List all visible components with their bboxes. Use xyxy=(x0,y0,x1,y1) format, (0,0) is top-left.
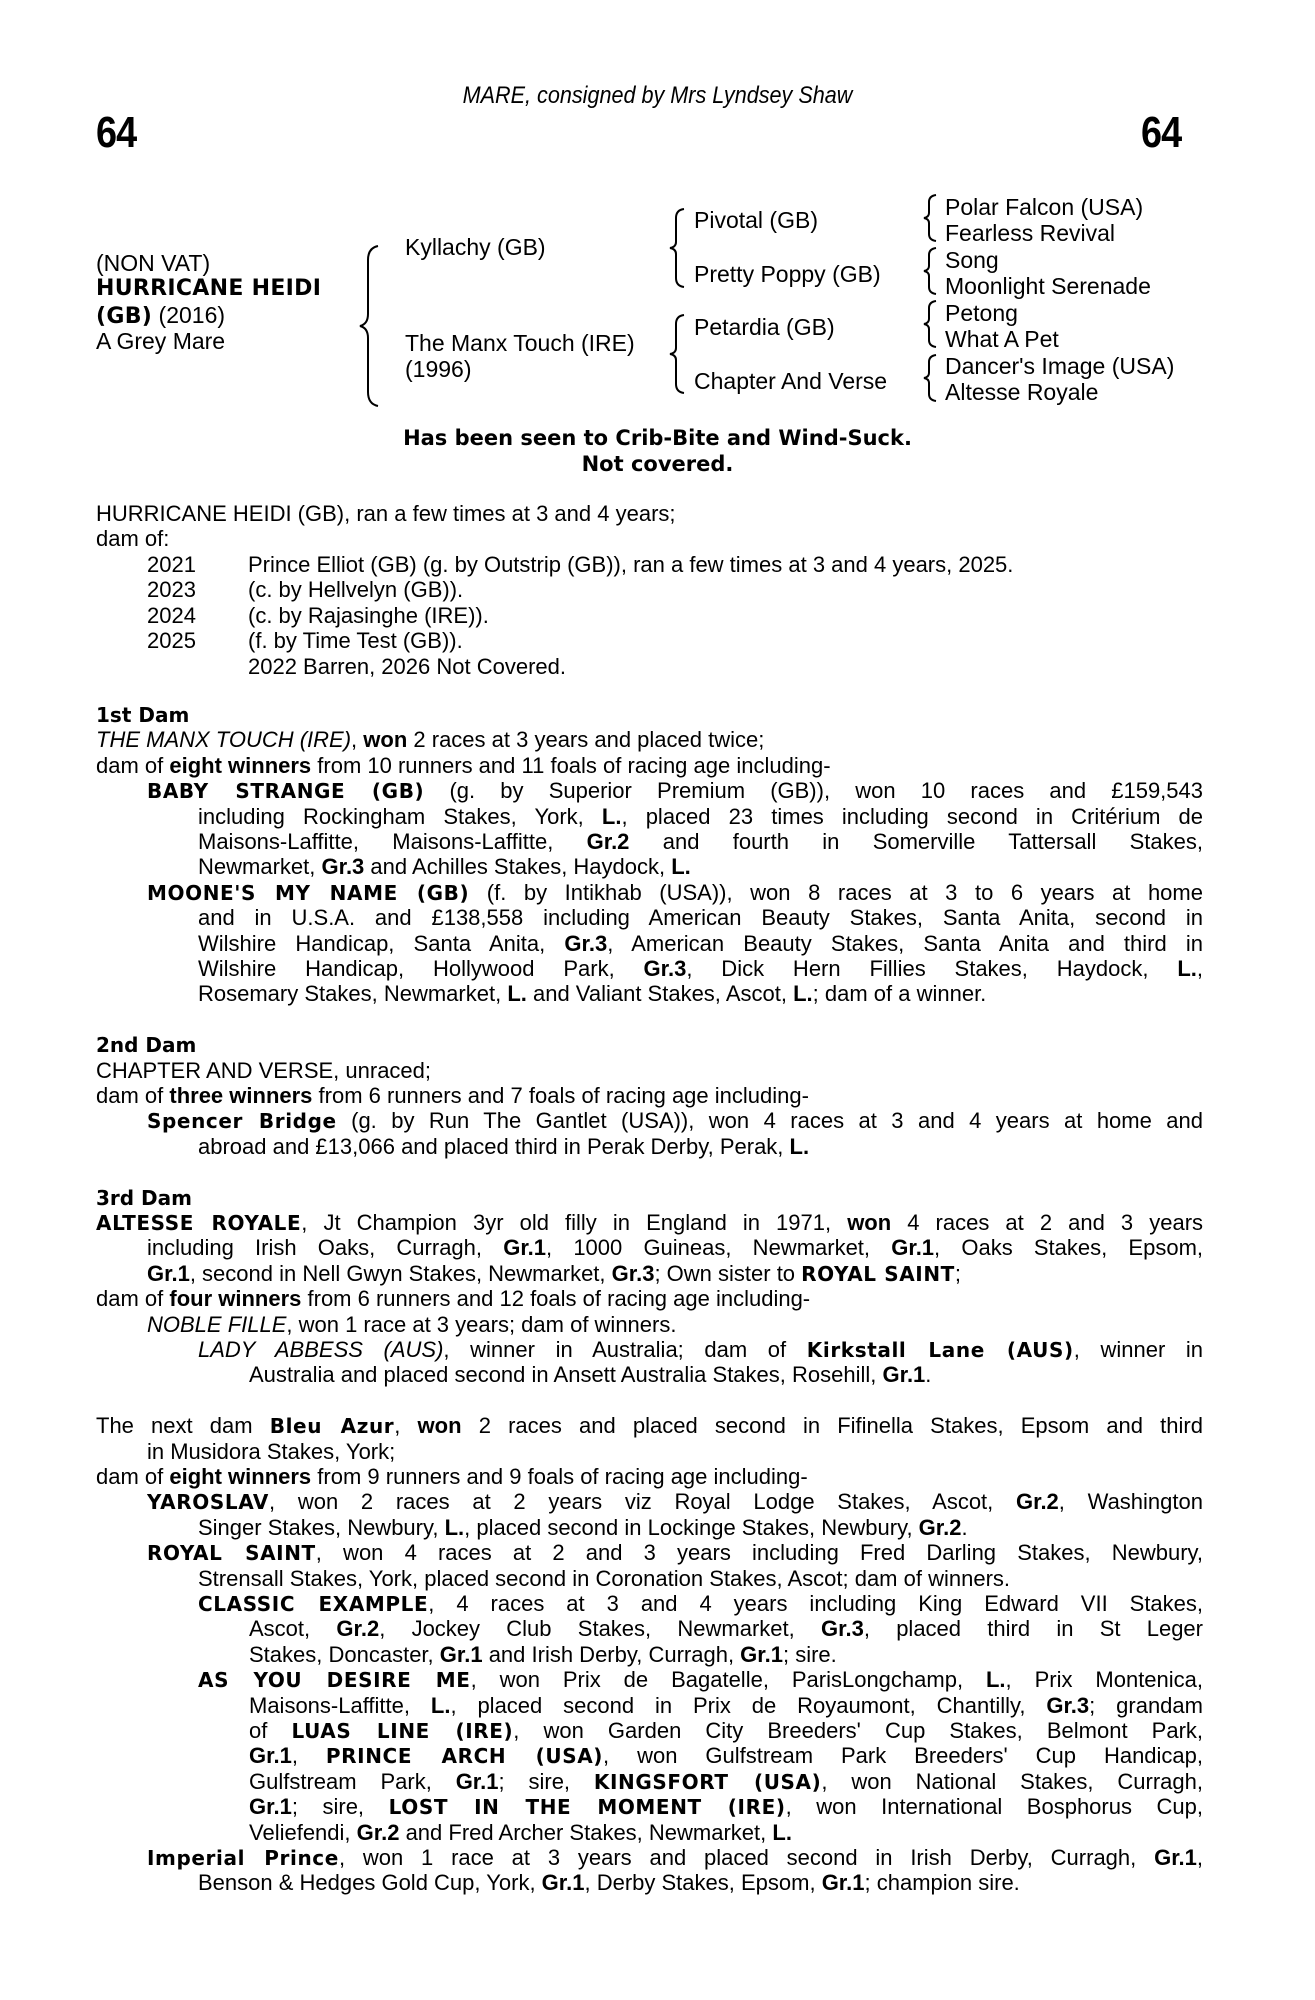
family-line xyxy=(198,854,691,879)
emphasis: Gr.1 xyxy=(249,1743,292,1769)
produce-entry: (c. by Rajasinghe (IRE)). xyxy=(248,603,489,628)
emphasis: Gr.3 xyxy=(821,1616,864,1642)
text: , Derby Stakes, Epsom, xyxy=(584,1870,822,1896)
text: , second in Nell Gwyn Stakes, Newmarket, xyxy=(189,1260,612,1286)
text: , won International Bosphorus Cup, xyxy=(785,1794,1203,1820)
unraced-name: LADY ABBESS (AUS) xyxy=(198,1337,444,1362)
text: Newmarket, xyxy=(198,854,322,880)
family-line xyxy=(198,1667,1203,1692)
unraced-name: NOBLE FILLE xyxy=(147,1311,287,1337)
horse-name: Bleu Azur xyxy=(269,1414,395,1439)
emphasis: Gr.3 xyxy=(564,930,608,956)
ancestor-fearless-revival: Fearless Revival xyxy=(945,220,1115,246)
text: 2 races at 3 years and placed twice; xyxy=(407,727,765,753)
family-line xyxy=(147,1845,1203,1870)
text: , Dick Hern Fillies Stakes, Haydock, xyxy=(686,956,1178,981)
text: ; sire, xyxy=(291,1794,389,1820)
emphasis: Gr.3 xyxy=(643,956,687,981)
sire-dam: Pretty Poppy (GB) xyxy=(694,261,881,287)
emphasis: L. xyxy=(430,1692,451,1718)
family-line xyxy=(249,1616,1203,1641)
text: Strensall Stakes, York, placed second in Coronation Stakes, Ascot; dam of winners. xyxy=(198,1565,1011,1591)
horse-name: ROYAL SAINT xyxy=(147,1541,316,1566)
emphasis: Gr.1 xyxy=(147,1260,190,1286)
text: , won Garden City Breeders' Cup Stakes, Belmont Park, xyxy=(513,1718,1203,1743)
dam: The Manx Touch (IRE) xyxy=(405,330,635,356)
text: , Oaks Stakes, Epsom, xyxy=(934,1235,1203,1261)
text: , placed third in St Leger xyxy=(863,1616,1203,1642)
text: Benson & Hedges Gold Cup, York, xyxy=(198,1870,542,1896)
family-line xyxy=(249,1362,931,1387)
emphasis: L. xyxy=(671,854,691,880)
text: , won 4 races at 2 and 3 years including Fred Darling Stakes, Newbury, xyxy=(315,1540,1203,1566)
text: , won 1 race at 3 years; dam of winners. xyxy=(286,1311,677,1337)
text: , won 2 races at 2 years viz Royal Lodge Stakes, Ascot, xyxy=(269,1489,1016,1515)
brace-pretty-poppy xyxy=(920,245,942,297)
text: dam of xyxy=(96,752,170,778)
produce-entry: (f. by Time Test (GB)). xyxy=(248,628,463,653)
produce-year: 2021 xyxy=(147,552,196,577)
family-line xyxy=(96,1083,809,1108)
produce-intro: HURRICANE HEIDI (GB), ran a few times at 3 and 4 years; xyxy=(96,501,676,526)
horse-name: HURRICANE HEIDI xyxy=(96,276,322,301)
emphasis: L. xyxy=(601,803,622,829)
family-line xyxy=(96,753,831,778)
emphasis: Gr.3 xyxy=(611,1260,655,1286)
family-line xyxy=(198,1337,1203,1362)
dam-dam: Chapter And Verse xyxy=(694,368,888,394)
text: from 6 runners and 7 foals of racing age including- xyxy=(312,1083,809,1108)
horse-name: YAROSLAV xyxy=(147,1490,269,1515)
covering-status: Not covered. xyxy=(581,452,734,476)
ancestor-altesse-royale: Altesse Royale xyxy=(945,379,1099,405)
text: , won Prix de Bagatelle, ParisLongchamp, xyxy=(470,1667,986,1693)
produce-year: 2023 xyxy=(147,577,196,602)
family-line xyxy=(147,1489,1203,1514)
family-line xyxy=(198,1566,1010,1591)
text: , Washington xyxy=(1058,1489,1203,1515)
text: , won 1 race at 3 years and placed second in Irish Derby, Curragh, xyxy=(338,1845,1155,1870)
text: , winner in Australia; dam of xyxy=(443,1337,807,1362)
emphasis: Gr.3 xyxy=(321,854,365,880)
family-line xyxy=(147,1108,1203,1133)
emphasis: eight winners xyxy=(169,752,312,778)
emphasis: Gr.2 xyxy=(1015,1489,1059,1515)
emphasis: won xyxy=(417,1413,462,1439)
emphasis: Gr.1 xyxy=(891,1235,935,1261)
text: , xyxy=(1196,956,1203,981)
ancestor-petong: Petong xyxy=(945,300,1018,326)
family-line xyxy=(249,1642,837,1667)
sire-brace xyxy=(666,206,690,290)
vice-warning: Has been seen to Crib-Bite and Wind-Suck. xyxy=(403,426,912,450)
family-line xyxy=(147,1235,1203,1260)
consignment-header: MARE, consigned by Mrs Lyndsey Shaw xyxy=(462,82,853,109)
produce-entry: Prince Elliot (GB) (g. by Outstrip (GB)), ran a few times at 3 and 4 years, 2025. xyxy=(248,552,1014,577)
text: from 10 runners and 11 foals of racing age including- xyxy=(311,752,831,778)
text: , 4 races at 3 and 4 years including King Edward VII Stakes, xyxy=(428,1591,1203,1616)
emphasis: L. xyxy=(985,1667,1006,1693)
emphasis: L. xyxy=(507,981,527,1007)
text: (g. by Superior Premium (GB)), won 10 races and £159,543 xyxy=(424,778,1203,804)
text: ; champion sire. xyxy=(864,1870,1020,1896)
horse-description: A Grey Mare xyxy=(96,328,226,354)
sire: Kyllachy (GB) xyxy=(405,234,546,260)
family-line xyxy=(147,1261,961,1287)
produce-year: 2024 xyxy=(147,603,196,628)
family-line xyxy=(249,1718,1203,1743)
text: ; sire. xyxy=(782,1641,837,1667)
emphasis: Gr.1 xyxy=(821,1870,865,1896)
emphasis: Gr.3 xyxy=(1046,1692,1090,1718)
family-line xyxy=(96,1464,808,1489)
emphasis: L. xyxy=(772,1819,792,1845)
horse-year: (2016) xyxy=(152,302,226,328)
text: ; grandam xyxy=(1089,1692,1203,1718)
emphasis: three winners xyxy=(169,1083,313,1108)
text: , winner in xyxy=(1073,1337,1203,1362)
produce-entry: (c. by Hellvelyn (GB)). xyxy=(248,577,464,602)
family-line xyxy=(198,905,1203,930)
text: , won Gulfstream Park Breeders' Cup Handicap, xyxy=(603,1743,1203,1769)
text: , xyxy=(291,1743,326,1769)
emphasis: eight winners xyxy=(169,1464,312,1489)
ancestor-dancers-image: Dancer's Image (USA) xyxy=(945,353,1175,379)
horse-name: Spencer Bridge xyxy=(147,1109,337,1134)
text: , won National Stakes, Curragh, xyxy=(821,1768,1203,1794)
brace-pivotal xyxy=(920,192,942,244)
text: , Jockey Club Stakes, Newmarket, xyxy=(379,1616,822,1642)
brace-chapter-and-verse xyxy=(920,352,942,404)
text: Maisons-Laffitte, xyxy=(249,1692,431,1718)
text: Veliefendi, xyxy=(249,1819,357,1845)
text: and Fred Archer Stakes, Newmarket, xyxy=(399,1819,773,1845)
text: , 1000 Guineas, Newmarket, xyxy=(546,1235,892,1261)
text: , xyxy=(351,727,358,753)
ancestor-song: Song xyxy=(945,247,999,273)
emphasis: Gr.1 xyxy=(455,1768,499,1794)
text: , xyxy=(1196,1845,1203,1870)
emphasis: Gr.1 xyxy=(1154,1845,1197,1870)
emphasis: Gr.2 xyxy=(586,829,630,854)
produce-dam-of: dam of: xyxy=(96,526,170,551)
text: (g. by Run The Gantlet (USA)), won 4 races at 3 and 4 years at home and xyxy=(336,1108,1203,1134)
text: . xyxy=(961,1514,968,1540)
text: The next dam xyxy=(96,1413,270,1439)
text: from 9 runners and 9 foals of racing age including- xyxy=(311,1464,808,1489)
text: 2 races and placed second in Fifinella Stakes, Epsom and third xyxy=(461,1413,1203,1439)
emphasis: won xyxy=(847,1210,892,1235)
family-line xyxy=(249,1693,1203,1718)
text: and fourth in Somerville Tattersall Stakes, xyxy=(629,829,1203,854)
family-line xyxy=(198,829,1203,854)
lot-number-left: 64 xyxy=(96,108,137,157)
text: , American Beauty Stakes, Santa Anita and third in xyxy=(607,930,1203,956)
text: (f. by Intikhab (USA)), won 8 races at 3 to 6 years at home xyxy=(469,879,1203,905)
text: and Achilles Stakes, Haydock, xyxy=(364,854,672,880)
emphasis: Gr.2 xyxy=(356,1819,400,1845)
emphasis: Gr.1 xyxy=(740,1641,783,1667)
family-line xyxy=(96,1210,1203,1235)
text: , placed second in Prix de Royaumont, Chantilly, xyxy=(450,1692,1047,1718)
emphasis: won xyxy=(357,727,408,753)
emphasis: L. xyxy=(444,1514,465,1540)
text: , placed second in Lockinge Stakes, Newbury, xyxy=(464,1514,919,1540)
text: including Rockingham Stakes, York, xyxy=(198,803,602,829)
ancestor-moonlight-serenade: Moonlight Serenade xyxy=(945,273,1151,299)
text: , placed 23 times including second in Critérium de xyxy=(621,803,1203,829)
horse-name: BABY STRANGE (GB) xyxy=(147,779,425,804)
family-line xyxy=(198,1591,1203,1616)
family-line xyxy=(249,1820,792,1845)
text: , xyxy=(394,1413,418,1439)
section-heading: 2nd Dam xyxy=(96,1033,197,1058)
text: and Irish Derby, Curragh, xyxy=(482,1641,741,1667)
text: Wilshire Handicap, Hollywood Park, xyxy=(198,956,644,981)
text: Ascot, xyxy=(249,1616,337,1642)
dam-brace xyxy=(666,312,690,396)
family-line xyxy=(147,1312,676,1337)
section-heading: 3rd Dam xyxy=(96,1185,192,1210)
horse-name: Kirkstall Lane (AUS) xyxy=(806,1338,1074,1362)
emphasis: Gr.1 xyxy=(882,1362,926,1388)
text: and in U.S.A. and £138,558 including American Beauty Stakes, Santa Anita, second in xyxy=(198,905,1203,931)
vat-status: (NON VAT) xyxy=(96,250,211,276)
text: Wilshire Handicap, Santa Anita, xyxy=(198,930,565,956)
emphasis: Gr.1 xyxy=(249,1794,292,1820)
text: , Jt Champion 3yr old filly in England in 1971, xyxy=(301,1210,848,1235)
text: ; dam of a winner. xyxy=(812,981,987,1007)
text: CHAPTER AND VERSE, unraced; xyxy=(96,1057,432,1083)
emphasis: L. xyxy=(789,1133,810,1159)
family-line xyxy=(198,804,1203,829)
text: 4 races at 2 and 3 years xyxy=(891,1210,1203,1235)
unraced-name: THE MANX TOUCH (IRE) xyxy=(96,727,352,753)
text: in Musidora Stakes, York; xyxy=(147,1438,396,1464)
family-line xyxy=(198,981,986,1006)
text: dam of xyxy=(96,1464,170,1489)
horse-country: (GB) xyxy=(96,304,153,329)
horse-name: PRINCE ARCH (USA) xyxy=(325,1744,604,1769)
family-line xyxy=(147,880,1203,905)
text: ; xyxy=(954,1260,962,1286)
text: and Valiant Stakes, Ascot, xyxy=(526,981,794,1007)
horse-name: Imperial Prince xyxy=(147,1846,339,1870)
brace-petardia xyxy=(920,298,942,350)
emphasis: L. xyxy=(793,981,813,1007)
family-line xyxy=(96,1286,810,1311)
horse-name: ALTESSE ROYALE xyxy=(96,1211,302,1235)
emphasis: Gr.2 xyxy=(918,1514,962,1540)
family-line xyxy=(147,1540,1203,1565)
horse-name: MOONE'S MY NAME (GB) xyxy=(147,880,470,905)
horse-name: KINGSFORT (USA) xyxy=(593,1769,822,1794)
dam-sire: Petardia (GB) xyxy=(694,314,835,340)
family-line xyxy=(249,1794,1203,1819)
family-line xyxy=(147,1439,395,1464)
family-line xyxy=(198,1134,809,1159)
text: Australia and placed second in Ansett Australia Stakes, Rosehill, xyxy=(249,1362,883,1388)
family-line xyxy=(96,1058,431,1083)
text: Gulfstream Park, xyxy=(249,1768,456,1794)
text: dam of xyxy=(96,1286,170,1312)
section-heading: 1st Dam xyxy=(96,703,190,727)
text: from 6 runners and 12 foals of racing age including- xyxy=(301,1286,811,1312)
horse-name-country-year xyxy=(96,302,225,330)
text: abroad and £13,066 and placed third in Perak Derby, Perak, xyxy=(198,1133,790,1159)
text: ; Own sister to xyxy=(654,1260,802,1286)
text: ; sire, xyxy=(498,1768,594,1794)
text: Stakes, Doncaster, xyxy=(249,1641,440,1667)
horse-name: LOST IN THE MOMENT (IRE) xyxy=(388,1795,786,1820)
produce-year: 2025 xyxy=(147,628,196,653)
family-line xyxy=(198,956,1203,981)
text: including Irish Oaks, Curragh, xyxy=(147,1235,504,1261)
horse-name: ROYAL SAINT xyxy=(801,1261,955,1286)
horse-name: LUAS LINE (IRE) xyxy=(291,1719,514,1743)
dam-year: (1996) xyxy=(405,356,472,382)
family-line xyxy=(198,1870,1020,1895)
text: Singer Stakes, Newbury, xyxy=(198,1514,445,1540)
emphasis: Gr.2 xyxy=(336,1616,380,1642)
family-line xyxy=(147,778,1203,803)
text: , Prix Montenica, xyxy=(1005,1667,1203,1693)
family-line xyxy=(249,1743,1203,1768)
family-line xyxy=(198,1515,968,1540)
family-line xyxy=(249,1769,1203,1794)
produce-note: 2022 Barren, 2026 Not Covered. xyxy=(248,654,566,679)
family-line xyxy=(96,727,764,752)
emphasis: Gr.1 xyxy=(503,1235,547,1261)
family-line xyxy=(96,1413,1203,1438)
text: of xyxy=(249,1718,292,1743)
emphasis: four winners xyxy=(169,1286,302,1312)
text: Rosemary Stakes, Newmarket, xyxy=(198,981,508,1007)
text: . xyxy=(925,1362,932,1388)
family-line xyxy=(198,931,1203,956)
horse-name: AS YOU DESIRE ME xyxy=(198,1668,471,1693)
horse-name: CLASSIC EXAMPLE xyxy=(198,1592,429,1616)
ancestor-what-a-pet: What A Pet xyxy=(945,326,1059,352)
emphasis: Gr.1 xyxy=(541,1870,585,1896)
text: Maisons-Laffitte, Maisons-Laffitte, xyxy=(198,829,587,854)
pedigree-brace-main xyxy=(356,240,386,410)
emphasis: Gr.1 xyxy=(439,1641,483,1667)
text: dam of xyxy=(96,1083,170,1108)
lot-number-right: 64 xyxy=(1141,108,1182,157)
ancestor-polar-falcon: Polar Falcon (USA) xyxy=(945,194,1144,220)
emphasis: L. xyxy=(1177,956,1197,981)
sire-sire: Pivotal (GB) xyxy=(694,207,818,233)
